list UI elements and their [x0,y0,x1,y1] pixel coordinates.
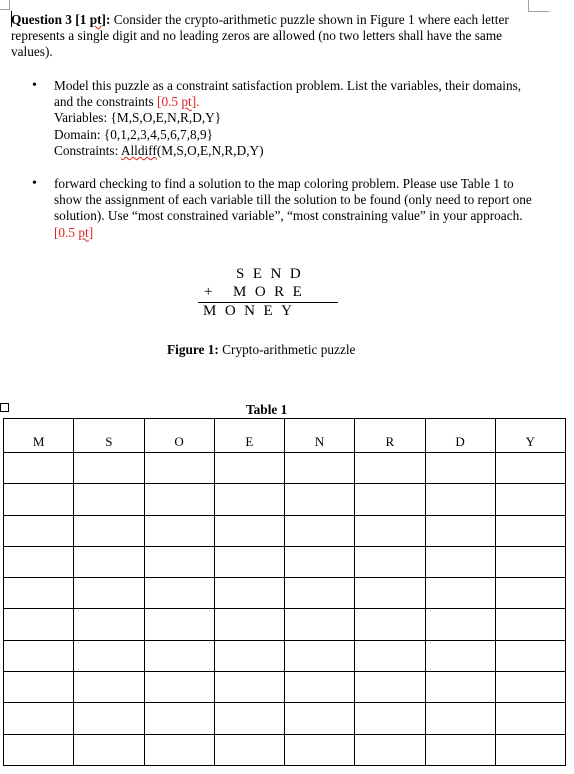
table-cell[interactable] [74,609,144,640]
bullet-icon: • [32,176,37,191]
column-header-m: M [4,419,74,453]
table-row [4,609,566,640]
table-cell[interactable] [285,734,355,765]
table-cell[interactable] [214,609,284,640]
table-cell[interactable] [4,672,74,703]
table-cell[interactable] [495,546,565,577]
table-header-row [4,419,566,453]
table-cell[interactable] [425,578,495,609]
table-cell[interactable] [214,672,284,703]
table-cell[interactable] [74,703,144,734]
question-label: Question 3 [1 pt]: [11,12,111,27]
table-cell[interactable] [74,546,144,577]
plus-sign: + [204,284,213,300]
table-cell[interactable] [74,734,144,765]
table-cell[interactable] [74,515,144,546]
table-cell[interactable] [495,672,565,703]
table-cell[interactable] [285,578,355,609]
table-cell[interactable] [214,453,284,484]
table-cell[interactable] [355,453,425,484]
puzzle-row-money: MONEY [203,303,301,319]
sum-line [198,302,338,303]
table-cell[interactable] [144,703,214,734]
crop-mark-top-right [528,0,549,12]
table-cell[interactable] [425,703,495,734]
table-cell[interactable] [144,484,214,515]
table-anchor-icon [0,403,9,412]
bullet-icon: • [32,78,37,93]
table-row [4,546,566,577]
table-cell[interactable] [355,609,425,640]
table-cell[interactable] [4,609,74,640]
table-cell[interactable] [355,640,425,671]
table-cell[interactable] [285,546,355,577]
table-cell[interactable] [214,640,284,671]
table-cell[interactable] [4,734,74,765]
points-badge: [0.5 pt]. [157,94,200,110]
table-row [4,672,566,703]
table-cell[interactable] [4,484,74,515]
puzzle-row-more: + MORE [204,284,311,300]
table-cell[interactable] [74,453,144,484]
table-cell[interactable] [495,484,565,515]
table-cell[interactable] [4,578,74,609]
table-cell[interactable] [495,609,565,640]
table-cell[interactable] [144,546,214,577]
constraints-line: Constraints: Alldiff(M,S,O,E,N,R,D,Y) [54,142,264,158]
table-cell[interactable] [495,578,565,609]
table-cell[interactable] [74,672,144,703]
assignment-table [3,418,566,766]
table-cell[interactable] [425,453,495,484]
column-header-e: E [214,419,284,453]
table-cell[interactable] [425,484,495,515]
table-cell[interactable] [285,515,355,546]
table-cell[interactable] [425,734,495,765]
table-cell[interactable] [285,703,355,734]
table-cell[interactable] [4,703,74,734]
points-badge: [0.5 pt] [54,224,94,240]
bullet-item-1: Model this puzzle as a constraint satisfaction problem. List the variables, their domains, and the constraints [0.5 pt]. Variables: {M,S,O,E,N,R,D,Y} Domain: {0,1,2,3,4,5,6,7,8,9} Constraints: Alldiff(M,S,O,E,N,R,D,Y) [54,78,534,159]
table-cell[interactable] [144,515,214,546]
column-header-s: S [74,419,144,453]
puzzle-row-send: SEND [236,266,310,282]
table-cell[interactable] [355,703,425,734]
table-cell[interactable] [4,640,74,671]
table-cell[interactable] [144,734,214,765]
table-cell[interactable] [214,734,284,765]
table-row [4,640,566,671]
table-cell[interactable] [144,453,214,484]
variables-line: Variables: {M,S,O,E,N,R,D,Y} [54,110,222,126]
figure-caption: Figure 1: Crypto-arithmetic puzzle [167,342,356,357]
table-cell[interactable] [214,703,284,734]
table-cell[interactable] [495,734,565,765]
bullet-item-2: forward checking to find a solution to the map coloring problem. Please use Table 1 to show the assignment of each variable till the solution to be found (only need to report one solution). Use “most constrained variable”, “most constraining value” in your approach. [0.5 pt] [54,176,532,240]
crop-mark-top-left [0,0,10,10]
table-cell[interactable] [144,672,214,703]
table-cell[interactable] [495,703,565,734]
column-header-n: N [285,419,355,453]
table-cell[interactable] [4,546,74,577]
question-paragraph [11,12,531,61]
column-header-d: D [425,419,495,453]
table-row [4,515,566,546]
table-cell[interactable] [425,515,495,546]
table-row [4,734,566,765]
table-row [4,453,566,484]
table-row [4,578,566,609]
table-cell[interactable] [495,453,565,484]
table-cell[interactable] [425,609,495,640]
table-cell[interactable] [74,640,144,671]
table-cell[interactable] [144,609,214,640]
table-cell[interactable] [355,578,425,609]
column-header-r: R [355,419,425,453]
table-cell[interactable] [495,640,565,671]
table-cell[interactable] [285,484,355,515]
table-cell[interactable] [425,546,495,577]
table-cell[interactable] [425,672,495,703]
table-cell[interactable] [495,515,565,546]
table-cell[interactable] [214,515,284,546]
table-cell[interactable] [355,734,425,765]
table-cell[interactable] [285,640,355,671]
table-cell[interactable] [214,546,284,577]
table-row [4,703,566,734]
table-cell[interactable] [214,578,284,609]
table-cell[interactable] [285,609,355,640]
table-row [4,484,566,515]
table-cell[interactable] [4,453,74,484]
table-cell[interactable] [355,672,425,703]
table-cell[interactable] [4,515,74,546]
table-cell[interactable] [144,578,214,609]
table-cell[interactable] [214,484,284,515]
table-cell[interactable] [425,640,495,671]
table-cell[interactable] [74,484,144,515]
table-cell[interactable] [285,453,355,484]
table-cell[interactable] [355,546,425,577]
table-cell[interactable] [355,515,425,546]
table-cell[interactable] [355,484,425,515]
domain-line: Domain: {0,1,2,3,4,5,6,7,8,9} [54,126,214,142]
table-cell[interactable] [285,672,355,703]
question-text: Consider the crypto-arithmetic puzzle shown in Figure 1 where each letter represents a single digit and no leading zeros are allowed (no two letters shall have the same values). [11,12,509,60]
table-title: Table 1 [246,402,288,417]
column-header-y: Y [495,419,565,453]
table-cell[interactable] [74,578,144,609]
column-header-o: O [144,419,214,453]
table-cell[interactable] [144,640,214,671]
